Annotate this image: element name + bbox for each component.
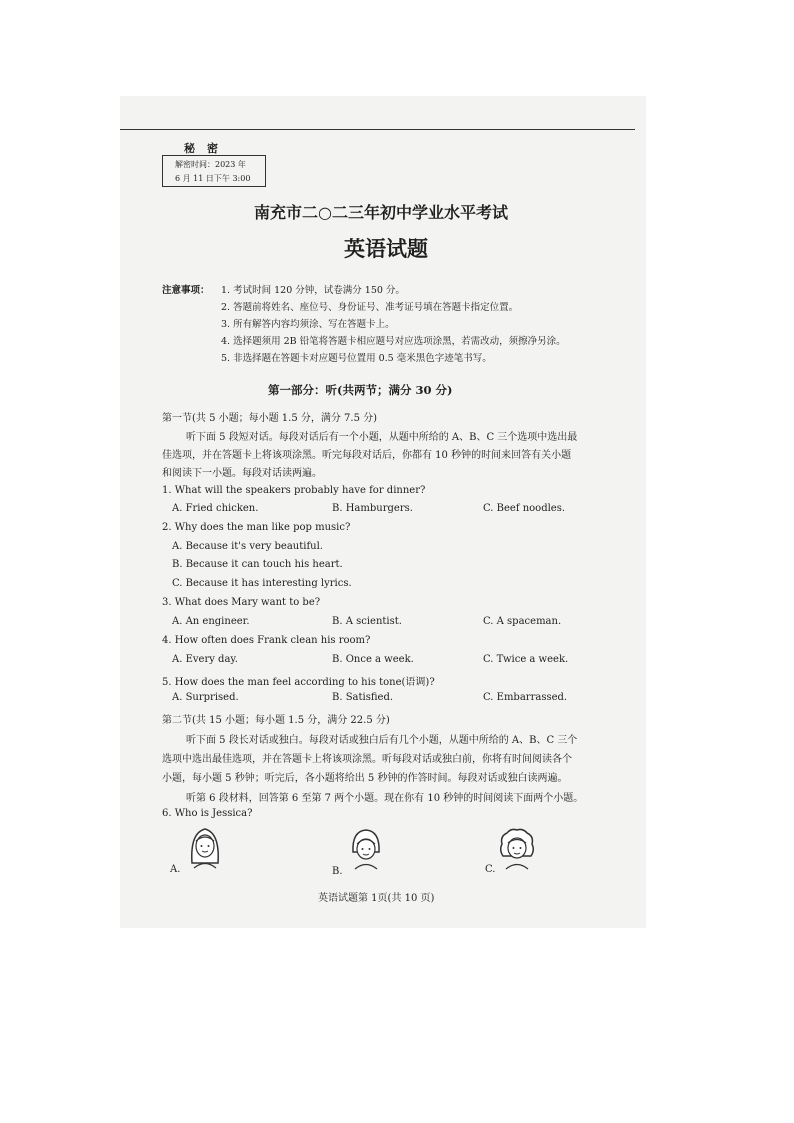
q2-option-a: A. Because it's very beautiful. [172,541,323,552]
exam-title: 南充市二○二三年初中学业水平考试 [254,203,508,222]
notice-item-1: 1. 考试时间 120 分钟，试卷满分 150 分。 [221,285,405,296]
q6-option-a-label: A. [170,864,181,875]
notice-item-3: 3. 所有解答内容均须涂、写在答题卡上。 [221,319,395,330]
notice-item-4: 4. 选择题须用 2B 铅笔将答题卡相应题号对应选项涂黑，若需改动，须擦净另涂。 [221,336,566,347]
notice-item-2: 2. 答题前将姓名、座位号、身份证号、准考证号填在答题卡指定位置。 [221,302,519,313]
q5-option-a: A. Surprised. [172,692,239,703]
top-rule [120,129,635,130]
section1-instruction-2: 佳选项，并在答题卡上将该项涂黑。听完每段对话后，你都有 10 秒钟的时间来回答有关小题 [162,450,572,461]
stamp-line-2: 6 月 11 日下午 3:00 [175,174,251,183]
q3-option-c: C. A spaceman. [483,616,562,627]
section2-instruction-3: 小题，每小题 5 秒钟；听完后，各小题将给出 5 秒钟的作答时间。每段对话或独白读两遍。 [162,773,568,784]
q6-option-c-label: C. [485,864,496,875]
declassify-stamp [162,155,266,187]
section1-heading: 第一节(共 5 小题；每小题 1.5 分，满分 7.5 分) [162,413,378,424]
question-2: 2. Why does the man like pop music? [162,522,351,533]
q3-option-b: B. A scientist. [332,616,402,627]
q4-option-c: C. Twice a week. [483,654,569,665]
part1-heading: 第一部分：听(共两节；满分 30 分) [268,383,453,397]
section2-lead: 听第 6 段材料，回答第 6 至第 7 两个小题。现在你有 10 秒钟的时间阅读下面两个小题。 [186,793,584,804]
q3-option-a: A. An engineer. [172,616,250,627]
q2-option-b: B. Because it can touch his heart. [172,559,343,570]
q5-option-c: C. Embarrassed. [483,692,568,703]
subject-title: 英语试题 [344,236,428,261]
page-footer: 英语试题第 1页(共 10 页) [318,893,435,904]
section2-heading: 第二节(共 15 小题；每小题 1.5 分，满分 22.5 分) [162,715,390,726]
q5-option-b: B. Satisfied. [332,692,394,703]
girl-straight-hair-icon [186,823,224,869]
section1-instruction-3: 和阅读下一小题。每段对话读两遍。 [162,468,322,479]
q1-option-c: C. Beef noodles. [483,503,566,514]
girl-short-hair-icon [348,826,384,870]
question-3: 3. What does Mary want to be? [162,597,321,608]
q4-option-b: B. Once a week. [332,654,414,665]
question-6: 6. Who is Jessica? [162,808,253,819]
question-5: 5. How does the man feel according to his tone(语调)? [162,677,435,688]
q1-option-a: A. Fried chicken. [172,503,259,514]
secret-label: 秘密 [184,142,230,155]
question-4: 4. How often does Frank clean his room? [162,635,371,646]
notice-label: 注意事项： [162,285,210,296]
q6-option-b-label: B. [332,866,343,877]
q2-option-c: C. Because it has interesting lyrics. [172,578,352,589]
girl-curly-hair-icon [497,826,537,870]
stamp-line-1: 解密时间：2023 年 [175,160,246,169]
section2-instruction-2: 选项中选出最佳选项，并在答题卡上将该项涂黑。听每段对话或独白前，你将有时间阅读各个 [162,754,572,765]
q4-option-a: A. Every day. [172,654,238,665]
notice-item-5: 5. 非选择题在答题卡对应题号位置用 0.5 毫米黑色字迹笔书写。 [221,353,492,364]
section2-instruction-1: 听下面 5 段长对话或独白。每段对话或独白后有几个小题，从题中所给的 A、B、C 三个 [186,735,578,746]
q1-option-b: B. Hamburgers. [332,503,413,514]
question-1: 1. What will the speakers probably have for dinner? [162,485,426,496]
section1-instruction-1: 听下面 5 段短对话。每段对话后有一个小题，从题中所给的 A、B、C 三个选项中选出最 [186,432,578,443]
